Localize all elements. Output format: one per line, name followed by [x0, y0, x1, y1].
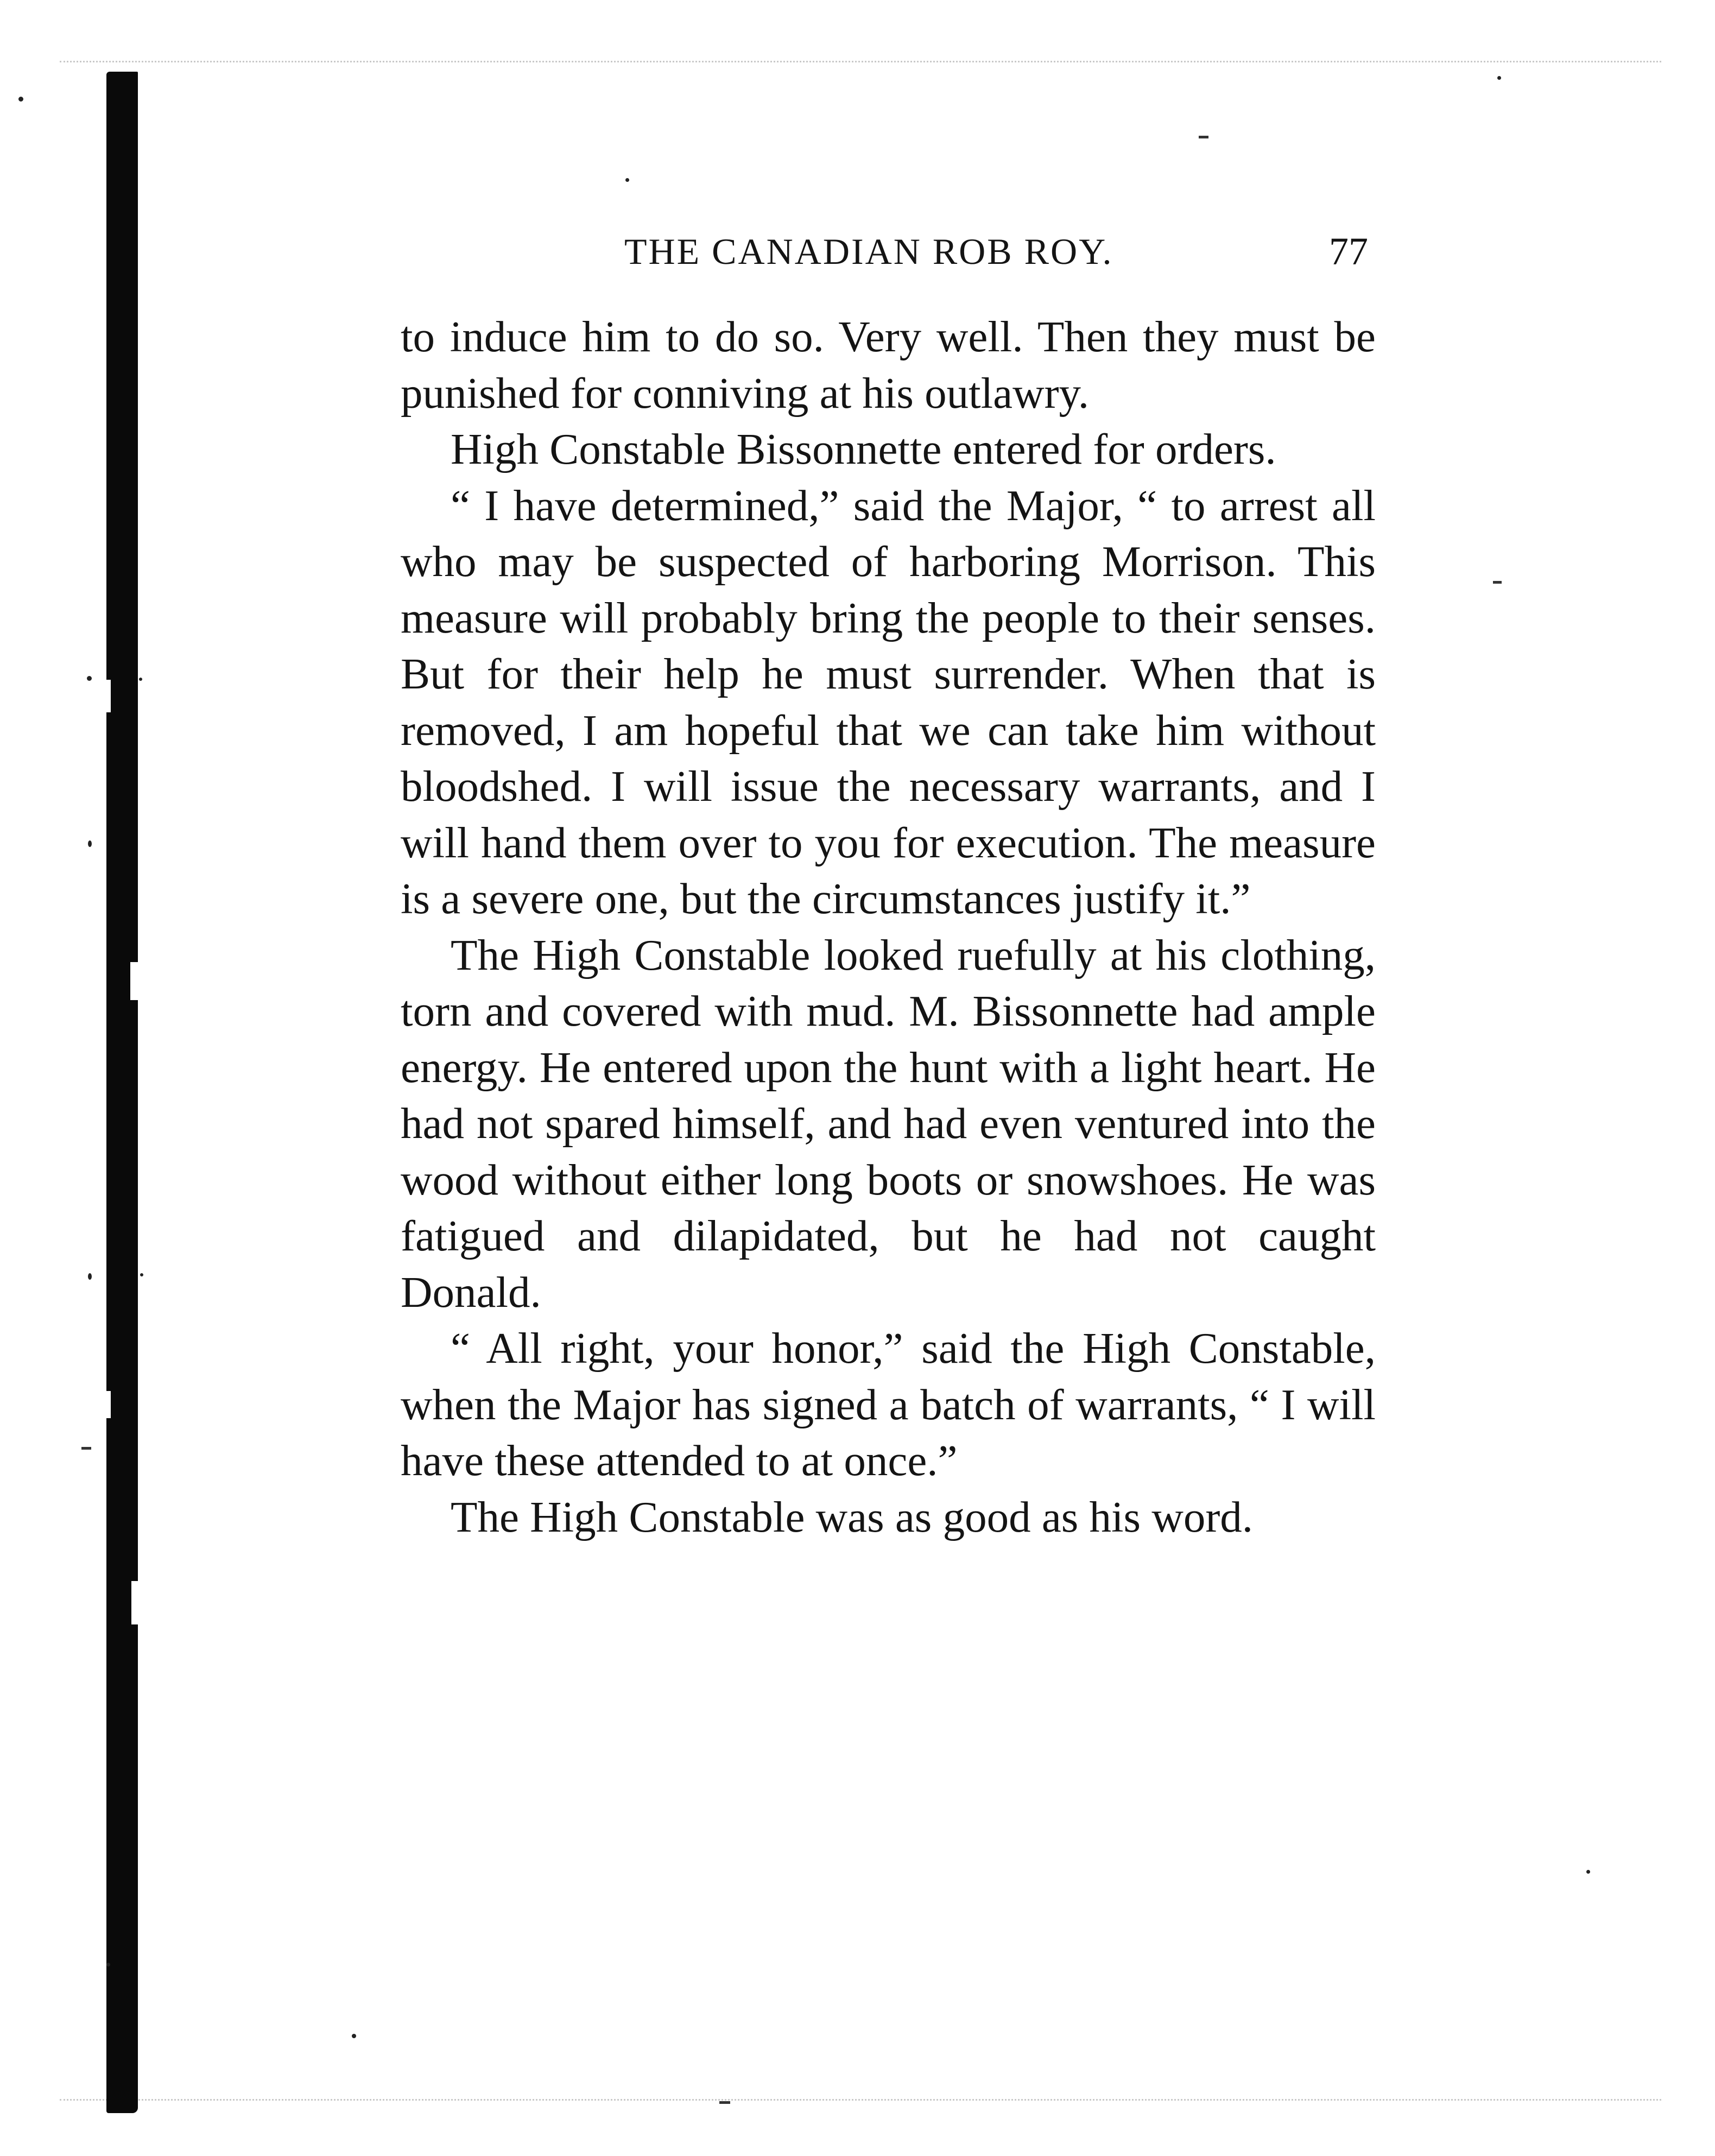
scan-speck [88, 840, 92, 847]
binding-shadow [106, 72, 138, 2113]
paragraph: “ All right, your honor,” said the High Constable, when the Major has signed a batch of warrants, “ I will have these attended to at once.” [401, 1324, 1376, 1485]
scan-mark [719, 2101, 730, 2104]
scan-speck [625, 178, 629, 182]
scan-speck [1497, 76, 1501, 80]
paragraph: The High Constable looked ruefully at his clothing, torn and covered with mud. M. Bissonnette had ample energy. He entered upon the hunt with a light heart. He had not spared himself, and had even ventured into the wood without either long boots or snowshoes. He was fatigued and dilapidated, but he had not caught Donald. [401, 930, 1376, 1317]
running-title: THE CANADIAN ROB ROY. [624, 231, 1113, 272]
scan-mark [81, 1447, 91, 1450]
scan-speck [106, 1963, 110, 1967]
scan-mark [1199, 136, 1208, 138]
paragraph: to induce him to do so. Very well. Then they must be punished for conniving at his outlawry. [401, 312, 1376, 418]
scan-speck [18, 97, 23, 102]
top-scan-edge [60, 61, 1661, 62]
paragraph: High Constable Bissonnette entered for orders. [451, 425, 1276, 473]
paragraph: The High Constable was as good as his word. [451, 1492, 1254, 1541]
scan-speck [87, 676, 92, 681]
scan-speck [139, 678, 142, 681]
scan-speck [352, 2034, 356, 2038]
running-head [402, 227, 1368, 276]
page-number: 77 [1329, 230, 1368, 273]
body-text [401, 309, 1376, 1545]
scan-speck [88, 1273, 92, 1280]
bottom-scan-edge [60, 2099, 1661, 2101]
scan-speck [1586, 1870, 1590, 1874]
scan-mark [1493, 581, 1502, 584]
scan-speck [140, 1273, 143, 1276]
paragraph: “ I have determined,” said the Major, “ to arrest all who may be suspected of harboring Morrison. This measure will probably bring the people to their senses. But for their help he must surrender. When that is removed, I am hopeful that we can take him without bloodshed. I will issue the necessary warrants, and I will hand them over to you for execution. The measure is a severe one, but the circumstances justify it.” [401, 480, 1376, 923]
